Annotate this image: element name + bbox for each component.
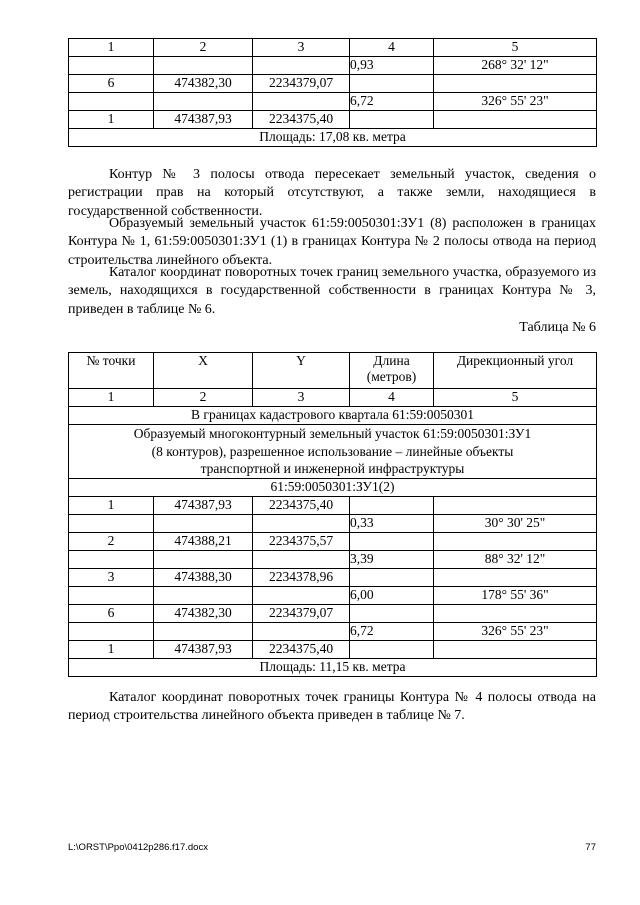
point-y: 2234375,40 [253, 111, 350, 129]
paragraph-contour-3: Контур № 3 полосы отвода пересекает земельный участок, сведения о регистрации прав на который отсутствуют, а также земли, находящиеся в государственной собственности. [68, 167, 596, 219]
col-number: 5 [434, 389, 597, 407]
contour-row [69, 479, 597, 497]
table-header-row [69, 353, 597, 389]
segment-length: 6,72 [350, 623, 434, 641]
table-row [69, 57, 597, 75]
point-x: 474382,30 [154, 75, 253, 93]
point-number: 1 [69, 641, 154, 659]
footer-file-path: L:\ORST\Ppo\0412p286.f17.docx [68, 842, 208, 853]
segment-length: 0,93 [350, 57, 434, 75]
point-number: 1 [69, 497, 154, 515]
table-row [69, 641, 597, 659]
col-number: 3 [253, 39, 350, 57]
point-y: 2234375,40 [253, 641, 350, 659]
point-number: 6 [69, 605, 154, 623]
parcel-row [69, 425, 597, 479]
area-value: Площадь: 11,15 кв. метра [69, 659, 597, 677]
table-row [69, 515, 597, 533]
segment-length: 0,33 [350, 515, 434, 533]
cadastral-quarter: В границах кадастрового квартала 61:59:0050301 [69, 407, 597, 425]
table-row [69, 75, 597, 93]
point-x: 474388,30 [154, 569, 253, 587]
parcel-line: транспортной и инженерной инфраструктуры [200, 461, 465, 476]
point-x: 474388,21 [154, 533, 253, 551]
segment-length: 3,39 [350, 551, 434, 569]
parcel-description [69, 425, 597, 479]
table-row [69, 551, 597, 569]
col-number: 4 [350, 39, 434, 57]
table-6-caption: Таблица № 6 [519, 320, 596, 335]
point-y: 2234378,96 [253, 569, 350, 587]
segment-length: 6,72 [350, 93, 434, 111]
col-number: 1 [69, 39, 154, 57]
table-row [69, 533, 597, 551]
numbering-row [69, 389, 597, 407]
segment-angle: 178° 55' 36" [434, 587, 597, 605]
table-row [69, 497, 597, 515]
table-row [69, 111, 597, 129]
table-row [69, 605, 597, 623]
header-length: Длина (метров) [350, 353, 434, 389]
point-number: 1 [69, 111, 154, 129]
header-angle: Дирекционный угол [434, 353, 597, 389]
segment-length: 6,00 [350, 587, 434, 605]
coordinates-table-6 [68, 352, 597, 677]
header-point: № точки [69, 353, 154, 389]
area-row [69, 129, 597, 147]
segment-angle: 268° 32' 12" [434, 57, 597, 75]
point-y: 2234375,57 [253, 533, 350, 551]
point-number: 3 [69, 569, 154, 587]
point-y: 2234379,07 [253, 605, 350, 623]
point-number: 2 [69, 533, 154, 551]
table-row [69, 569, 597, 587]
segment-angle: 88° 32' 12" [434, 551, 597, 569]
point-number: 6 [69, 75, 154, 93]
header-y: Y [253, 353, 350, 389]
col-number: 2 [154, 389, 253, 407]
paragraph-table-7-intro: Каталог координат поворотных точек границы Контура № 4 полосы отвода на период строительства линейного объекта приведен в таблице № 7. [68, 690, 596, 724]
point-x: 474387,93 [154, 641, 253, 659]
col-number: 3 [253, 389, 350, 407]
point-y: 2234375,40 [253, 497, 350, 515]
parcel-line: (8 контуров), разрешенное использование – линейные объекты [151, 443, 514, 459]
point-x: 474382,30 [154, 605, 253, 623]
paragraph-catalog-intro: Каталог координат поворотных точек границ земельного участка, образуемого из земель, находящихся в государственной собственности в границах Контура № 3, приведен в таблице № 6. [68, 265, 596, 317]
point-y: 2234379,07 [253, 75, 350, 93]
col-number: 4 [350, 389, 434, 407]
segment-angle: 326° 55' 23" [434, 623, 597, 641]
point-x: 474387,93 [154, 111, 253, 129]
segment-angle: 326° 55' 23" [434, 93, 597, 111]
paragraph-parcel-location: Образуемый земельный участок 61:59:0050301:ЗУ1 (8) расположен в границах Контура № 1, 61:59:0050301:ЗУ1 (1) в границах Контура № 2 полосы отвода на период строительства линейного объекта. [68, 216, 596, 268]
coordinates-table-5 [68, 38, 597, 147]
contour-id: 61:59:0050301:ЗУ1(2) [69, 479, 597, 497]
area-row [69, 659, 597, 677]
table-row [69, 623, 597, 641]
col-number: 5 [434, 39, 597, 57]
point-x: 474387,93 [154, 497, 253, 515]
col-number: 2 [154, 39, 253, 57]
table-row [69, 587, 597, 605]
parcel-line: Образуемый многоконтурный земельный участок 61:59:0050301:ЗУ1 [133, 426, 532, 441]
table-header-row [69, 39, 597, 57]
page-number: 77 [585, 842, 596, 853]
table-row [69, 93, 597, 111]
segment-angle: 30° 30' 25" [434, 515, 597, 533]
col-number: 1 [69, 389, 154, 407]
area-value: Площадь: 17,08 кв. метра [69, 129, 597, 147]
quarter-row [69, 407, 597, 425]
header-x: X [154, 353, 253, 389]
